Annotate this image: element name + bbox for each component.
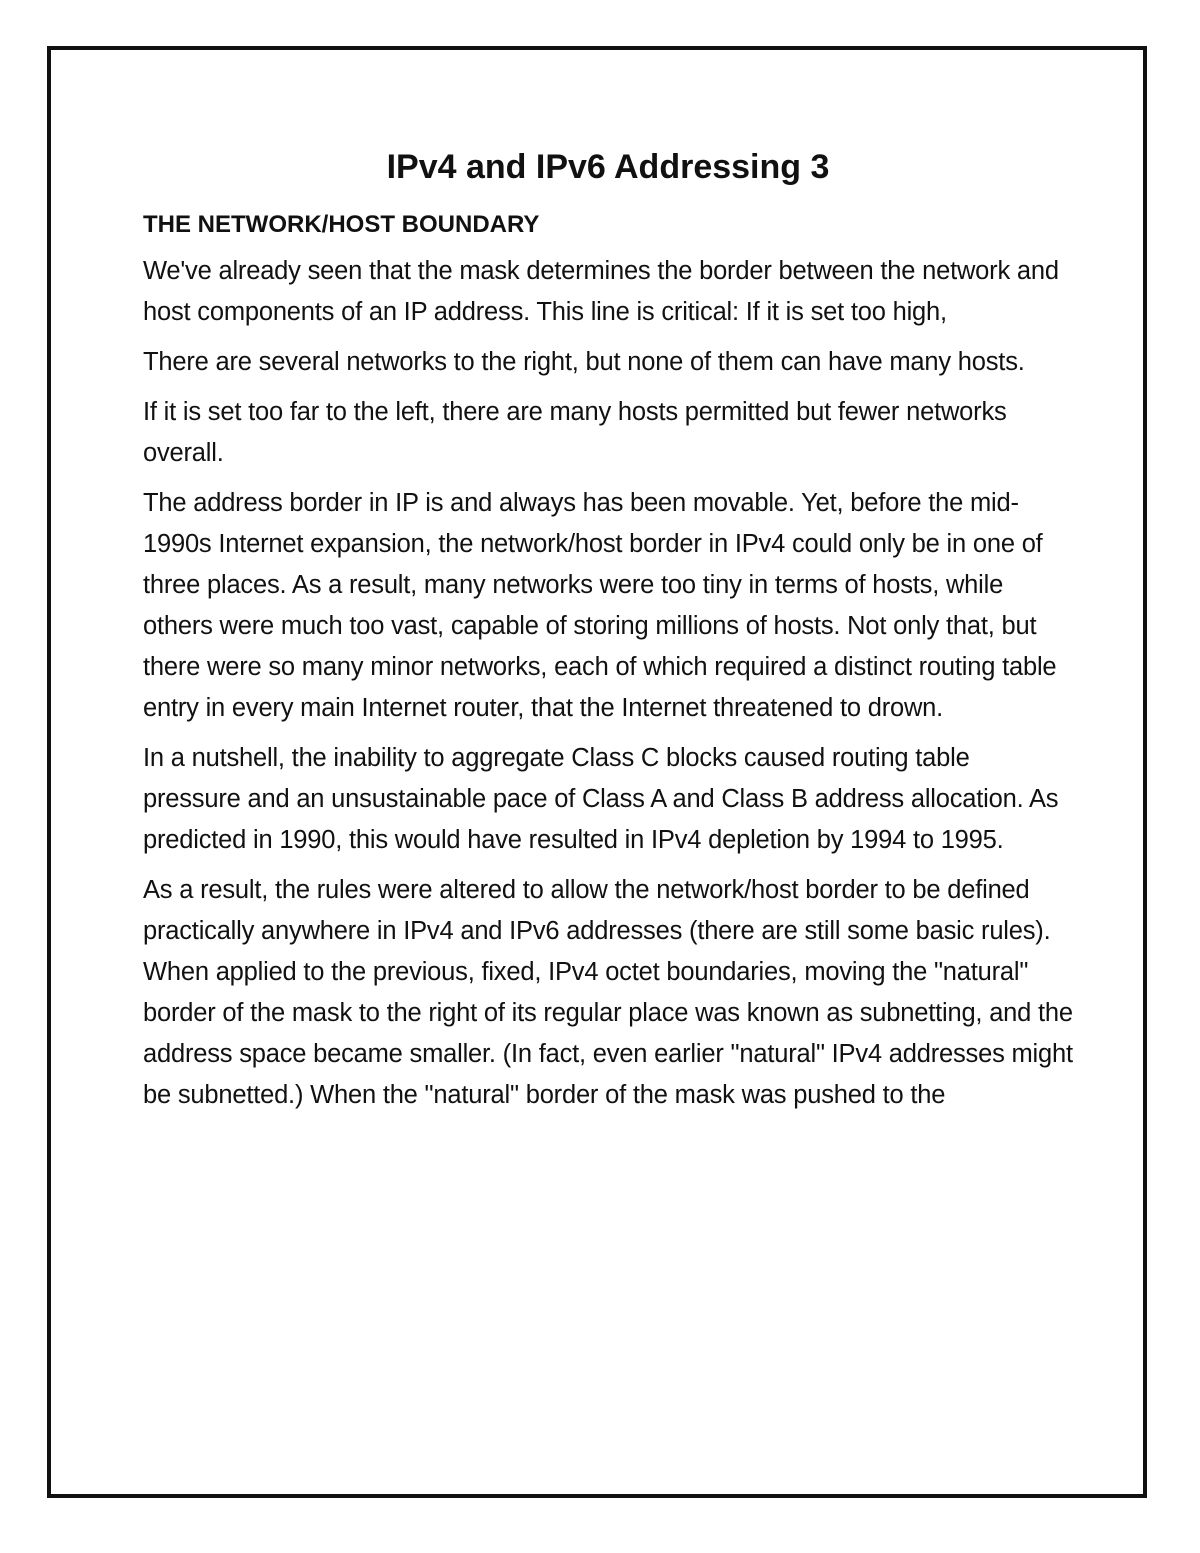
document-body (143, 143, 1073, 1116)
paragraph-mask-border: We've already seen that the mask determines the border between the network and host components of an IP address. This line is critical: If it is set too high, (143, 257, 1059, 326)
paragraph-movable-border: The address border in IP is and always has been movable. Yet, before the mid-1990s Internet expansion, the network/host border in IPv4 could only be in one of three places. As a result, many networks were too tiny in terms of hosts, while others were much too vast, capable of storing millions of hosts. Not only that, but there were so many minor networks, each of which required a distinct routing table entry in every main Internet router, that the Internet threatened to drown. (143, 489, 1057, 722)
section-heading: THE NETWORK/HOST BOUNDARY (143, 211, 540, 238)
paragraph-class-c-aggregation: In a nutshell, the inability to aggregate Class C blocks caused routing table pressure and an unsustainable pace of Class A and Class B address allocation. As predicted in 1990, this would have resulted in IPv4 depletion by 1994 to 1995. (143, 744, 1059, 854)
paragraph-hosts-left: If it is set too far to the left, there are many hosts permitted but fewer networks overall. (143, 398, 1007, 467)
paragraph-subnetting: As a result, the rules were altered to allow the network/host border to be defined practically anywhere in IPv4 and IPv6 addresses (there are still some basic rules). When applied to the previous, fixed, IPv4 octet boundaries, moving the "natural" border of the mask to the right of its regular place was known as subnetting, and the address space became smaller. (In fact, even earlier "natural" IPv4 addresses might be subnetted.) When the "natural" border of the mask was pushed to the (143, 876, 1073, 1109)
paragraph-networks-right: There are several networks to the right, but none of them can have many hosts. (143, 348, 1025, 376)
document-title: IPv4 and IPv6 Addressing 3 (386, 148, 830, 186)
